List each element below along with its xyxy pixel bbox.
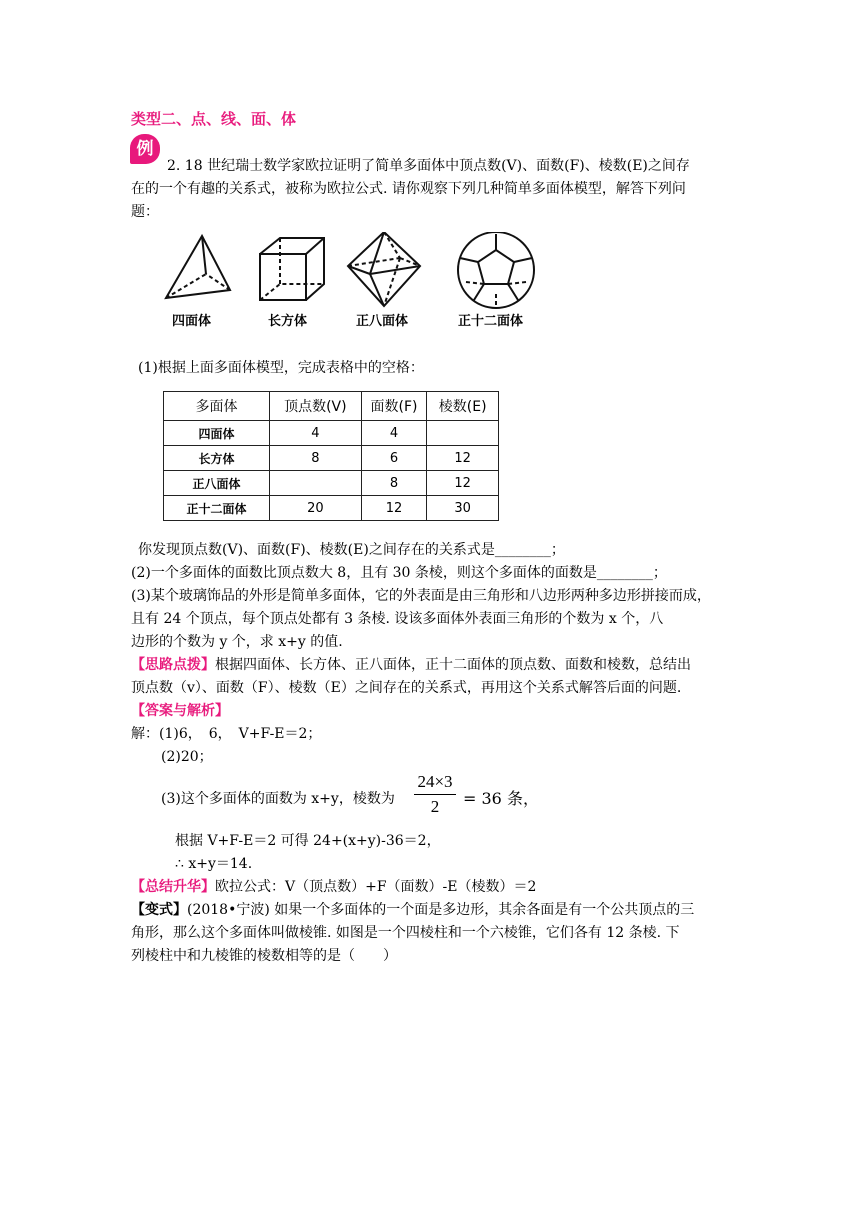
table-cell bbox=[269, 471, 361, 496]
table-header-cell: 顶点数(V) bbox=[269, 392, 361, 421]
table-cell: 12 bbox=[427, 446, 499, 471]
part3-line-3: 边形的个数为 y 个，求 x+y 的值. bbox=[131, 634, 343, 650]
table-cell: 8 bbox=[269, 446, 361, 471]
table-cell bbox=[427, 421, 499, 446]
cuboid-figure bbox=[260, 238, 324, 300]
table-cell: 6 bbox=[361, 446, 427, 471]
octahedron-label: 正八面体 bbox=[356, 314, 409, 329]
example-badge-text: 例 bbox=[136, 139, 154, 159]
part1-question: 你发现顶点数(V)、面数(F)、棱数(E)之间存在的关系式是________； bbox=[138, 542, 565, 558]
table-row bbox=[164, 421, 499, 446]
part3-line-1: (3)某个玻璃饰品的外形是简单多面体，它的外表面是由三角形和八边形两种多边形拼接而成， bbox=[131, 588, 711, 604]
table-header-row bbox=[164, 392, 499, 421]
table-cell: 20 bbox=[269, 496, 361, 521]
fraction-denominator: 2 bbox=[430, 797, 440, 816]
problem-line-1: 2. 18 世纪瑞士数学家欧拉证明了简单多面体中顶点数(V)、面数(F)、棱数(E)之间存 bbox=[167, 158, 690, 174]
table-row bbox=[164, 446, 499, 471]
fraction-bar bbox=[414, 794, 456, 795]
table-cell: 30 bbox=[427, 496, 499, 521]
solution-line-4: 根据 V+F-E＝2 可得 24+(x+y)-36＝2， bbox=[175, 833, 441, 849]
hint-line-1 bbox=[131, 655, 691, 675]
table-header-cell: 多面体 bbox=[164, 392, 270, 421]
answer-tag: 【答案与解析】 bbox=[131, 703, 229, 719]
table-row bbox=[164, 471, 499, 496]
polyhedra-figures bbox=[160, 232, 540, 332]
solution-line-3 bbox=[161, 789, 395, 809]
variant-line-2: 角形，那么这个多面体叫做棱锥. 如图是一个四棱柱和一个六棱锥，它们各有 12 条棱. 下 bbox=[131, 925, 680, 941]
hint-tag: 【思路点拨】 bbox=[131, 657, 215, 673]
table-header-cell: 棱数(E) bbox=[427, 392, 499, 421]
table-cell: 正八面体 bbox=[164, 471, 270, 496]
part3-line-2: 且有 24 个顶点，每个顶点处都有 3 条棱. 设该多面体外表面三角形的个数为 x 个，八 bbox=[131, 611, 664, 627]
table-row bbox=[164, 496, 499, 521]
table-cell: 4 bbox=[361, 421, 427, 446]
dodecahedron-figure bbox=[458, 232, 534, 308]
hint-text: 根据四面体、长方体、正八面体，正十二面体的顶点数、面数和棱数，总结出 bbox=[215, 657, 691, 673]
table-cell: 12 bbox=[361, 496, 427, 521]
cuboid-label: 长方体 bbox=[268, 314, 308, 329]
table-cell: 正十二面体 bbox=[164, 496, 270, 521]
table-cell: 长方体 bbox=[164, 446, 270, 471]
section-title: 类型二、点、线、面、体 bbox=[131, 110, 297, 128]
dodecahedron-label: 正十二面体 bbox=[458, 314, 524, 329]
table-header-cell: 面数(F) bbox=[361, 392, 427, 421]
fraction-numerator: 24×3 bbox=[417, 772, 453, 791]
part1-intro: (1)根据上面多面体模型，完成表格中的空格： bbox=[138, 360, 424, 376]
problem-line-2: 在的一个有趣的关系式，被称为欧拉公式. 请你观察下列几种简单多面体模型，解答下列问 bbox=[131, 181, 686, 197]
polyhedra-drawing bbox=[160, 232, 540, 312]
table-cell: 8 bbox=[361, 471, 427, 496]
solution-line-2: (2)20； bbox=[161, 749, 213, 765]
variant-tag: 【变式】 bbox=[131, 902, 187, 918]
table-cell: 12 bbox=[427, 471, 499, 496]
summary-text: 欧拉公式：V（顶点数）+F（面数）-E（棱数）＝2 bbox=[215, 879, 537, 895]
problem-line-3: 题： bbox=[131, 204, 159, 220]
fraction bbox=[412, 772, 458, 817]
polyhedra-table bbox=[163, 391, 499, 521]
summary-line bbox=[131, 877, 536, 897]
variant-text: (2018•宁波) 如果一个多面体的一个面是多边形，其余各面是有一个公共顶点的三 bbox=[187, 902, 695, 918]
variant-line-1 bbox=[131, 900, 694, 920]
solution-line-5: ∴ x+y＝14. bbox=[175, 856, 253, 872]
summary-tag: 【总结升华】 bbox=[131, 879, 215, 895]
table-cell: 四面体 bbox=[164, 421, 270, 446]
octahedron-figure bbox=[348, 232, 420, 306]
example-badge bbox=[130, 134, 160, 164]
part2-question: (2)一个多面体的面数比顶点数大 8，且有 30 条棱，则这个多面体的面数是________； bbox=[131, 565, 667, 581]
tetrahedron-label: 四面体 bbox=[172, 314, 212, 329]
solution-line-3-text: (3)这个多面体的面数为 x+y，棱数为 bbox=[161, 791, 395, 807]
variant-line-3: 列棱柱中和九棱锥的棱数相等的是（ ） bbox=[131, 948, 397, 964]
tetrahedron-figure bbox=[166, 236, 230, 298]
table-cell: 4 bbox=[269, 421, 361, 446]
solution-line-3-result: = 36 条， bbox=[463, 789, 539, 808]
solution-line-1: 解：(1)6， 6， V+F-E＝2； bbox=[131, 726, 322, 742]
hint-line-2: 顶点数（v）、面数（F）、棱数（E）之间存在的关系式，再用这个关系式解答后面的问题. bbox=[131, 680, 682, 696]
